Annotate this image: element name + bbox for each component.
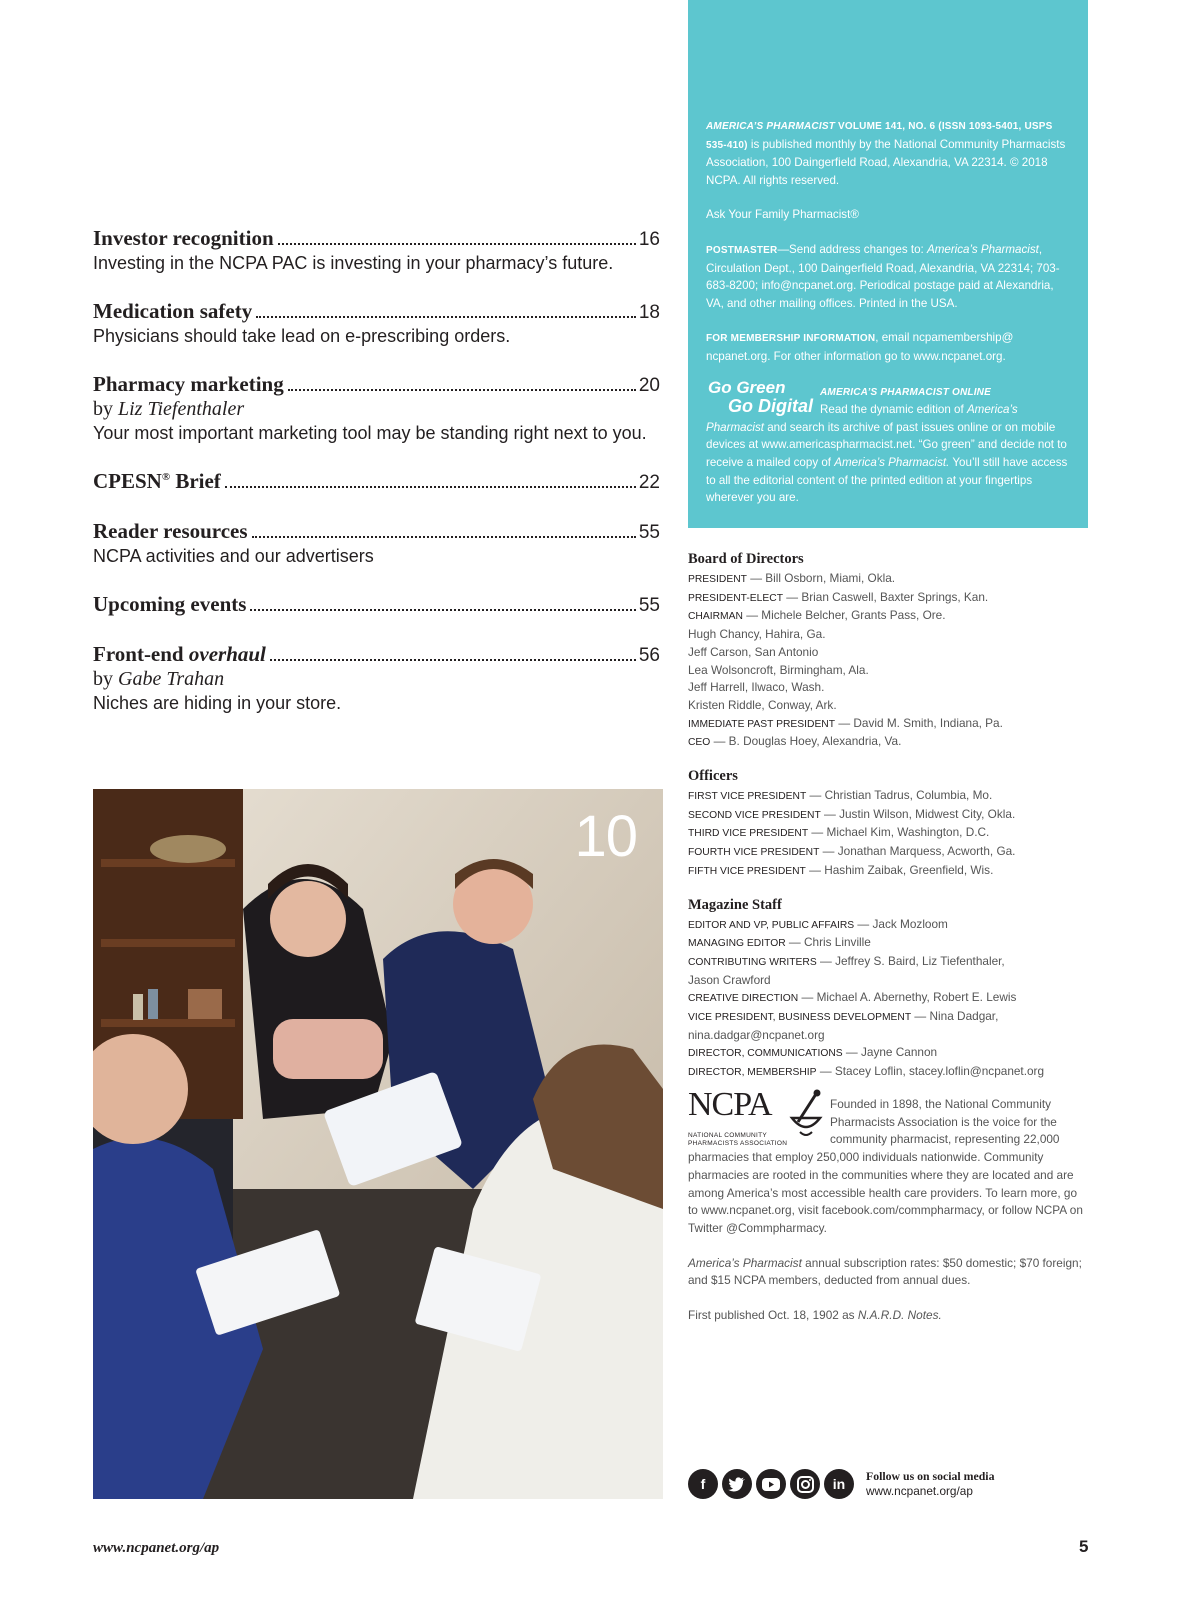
go-digital-text: Go Digital	[728, 395, 813, 416]
online-text: Read the dynamic edition of	[820, 403, 967, 417]
member-name: — Stacey Loflin, stacey.loflin@ncpanet.org	[816, 1064, 1045, 1079]
byline-prefix: by	[93, 668, 113, 690]
toc-entry[interactable]	[93, 226, 660, 274]
member-name: Jeff Carson, San Antonio	[688, 644, 819, 659]
member-name: — Justin Wilson, Midwest City, Okla.	[820, 806, 1016, 821]
staff-line	[688, 644, 1088, 662]
go-green-text: Go Green	[708, 377, 786, 397]
member-name: — B. Douglas Hoey, Alexandria, Va.	[710, 734, 902, 749]
member-name: — Hashim Zaibak, Greenfield, Wis.	[805, 862, 994, 877]
toc-description: Physicians should take lead on e-prescribing orders.	[93, 326, 511, 346]
postmaster-text: —Send address changes to:	[777, 242, 927, 256]
magazine-name: AMERICA’S PHARMACIST	[706, 121, 836, 132]
toc-title[interactable]	[93, 642, 266, 667]
staff-line	[688, 972, 1088, 990]
role-label: MANAGING EDITOR	[688, 938, 786, 950]
logo-subtitle	[688, 1132, 787, 1147]
magazine-name: America’s Pharmacist.	[834, 455, 950, 469]
staff-line	[688, 787, 1088, 806]
role-label: SECOND VICE PRESIDENT	[688, 809, 821, 821]
member-name: nina.dadgar@ncpanet.org	[688, 1027, 825, 1042]
membership-label: FOR MEMBERSHIP INFORMATION	[706, 333, 876, 345]
dot-leader	[278, 243, 636, 245]
staff-line	[688, 824, 1088, 843]
social-caption	[866, 1469, 994, 1499]
board-of-directors	[688, 551, 1088, 752]
staff-line	[688, 607, 1088, 626]
masthead	[688, 551, 1088, 1098]
dot-leader	[256, 316, 636, 318]
toc-entry[interactable]	[93, 299, 660, 347]
online-text: You’ll still have access to all the editorial content of the printed edition at your fingertips wherever you are.	[706, 455, 1068, 505]
toc-page-number: 16	[638, 229, 660, 250]
role-label: PRESIDENT-ELECT	[688, 592, 783, 604]
staff-line	[688, 679, 1088, 697]
social-url[interactable]: www.ncpanet.org/ap	[866, 1484, 973, 1498]
author-name: Liz Tiefenthaler	[118, 398, 245, 420]
twitter-icon[interactable]	[722, 1469, 752, 1499]
member-name: — Jeffrey S. Baird, Liz Tiefenthaler,	[816, 953, 1005, 968]
toc-description: NCPA activities and our advertisers	[93, 546, 374, 566]
magazine-staff	[688, 897, 1088, 1082]
youtube-icon[interactable]	[756, 1469, 786, 1499]
member-name: — Michael Kim, Washington, D.C.	[808, 825, 990, 840]
mortar-pestle-icon	[786, 1088, 826, 1144]
toc-entry[interactable]	[93, 642, 660, 714]
staff-line	[688, 733, 1088, 752]
author-name: Gabe Trahan	[118, 668, 225, 690]
toc-page-number: 18	[638, 302, 660, 323]
toc-entry[interactable]	[93, 469, 660, 494]
member-name: — Jonathan Marquess, Acworth, Ga.	[819, 844, 1016, 859]
instagram-icon[interactable]	[790, 1469, 820, 1499]
facebook-icon[interactable]: f	[688, 1469, 718, 1499]
toc-byline	[93, 398, 660, 421]
toc-entry[interactable]	[93, 372, 660, 444]
title-part-italic: overhaul	[188, 642, 266, 666]
staff-line	[688, 1044, 1088, 1063]
go-green-logo	[706, 379, 814, 419]
photo-illustration	[93, 789, 663, 1499]
staff-line	[688, 862, 1088, 881]
title-part: Front-end	[93, 642, 189, 666]
logo-subtitle-line: PHARMACISTS ASSOCIATION	[688, 1139, 788, 1147]
member-name: Jason Crawford	[688, 972, 771, 987]
toc-title[interactable]: Upcoming events	[93, 592, 247, 616]
section-heading: Officers	[688, 768, 738, 785]
dot-leader	[250, 609, 635, 611]
toc-title[interactable]: Reader resources	[93, 519, 248, 543]
toc-title[interactable]	[93, 469, 221, 494]
toc-title[interactable]: Pharmacy marketing	[93, 372, 284, 396]
member-name: — Brian Caswell, Baxter Springs, Kan.	[782, 589, 989, 604]
subscription-text: annual subscription rates: $50 domestic; $70 foreign; and $15 NCPA members, deducted from annual dues.	[688, 1255, 1082, 1288]
online-label: AMERICA’S PHARMACIST ONLINE	[820, 386, 991, 398]
toc-page-number: 56	[638, 645, 660, 666]
toc-description: Niches are hiding in your store.	[93, 693, 342, 713]
toc-page-number: 22	[638, 472, 660, 493]
online-text: and search its archive of past issues online or on mobile devices at www.americaspharmacist.net. “Go green” and decide not to receive a mailed copy of	[706, 420, 1067, 469]
staff-line	[688, 916, 1088, 935]
toc-page-number: 55	[638, 595, 660, 616]
role-label: CHAIRMAN	[688, 611, 743, 623]
staff-line	[688, 626, 1088, 644]
ncpa-about	[688, 1086, 1088, 1342]
staff-line	[688, 589, 1088, 608]
logo-wordmark: NCPA	[688, 1086, 772, 1123]
staff-line	[688, 989, 1088, 1008]
member-name: Lea Wolsoncroft, Birmingham, Ala.	[688, 662, 869, 677]
ask-pharmacist: Ask Your Family Pharmacist®	[706, 208, 859, 222]
role-label: FOURTH VICE PRESIDENT	[688, 847, 820, 859]
dot-leader	[270, 659, 636, 661]
staff-line	[688, 570, 1088, 589]
publication-info-box	[688, 0, 1088, 528]
member-name: — Chris Linville	[785, 935, 871, 950]
postmaster-info	[706, 241, 1070, 312]
staff-line	[688, 1063, 1088, 1082]
about-text: Founded in 1898, the National Community Pharmacists Association is the voice for the community pharmacist, representing 22,000 pharmacies that employ 250,000 individuals nationwide. Community pharmacies are rooted in the communities where they are located and are among America’s most accessible health care providers. To learn more, go to www.ncpanet.org, visit facebook.com/commpharmacy, or follow NCPA on Twitter @Commpharmacy.	[688, 1097, 1083, 1235]
membership-text: , email ncpamembership@ ncpanet.org. For other information go to www.ncpanet.org.	[706, 331, 1014, 363]
first-published	[688, 1307, 1088, 1325]
original-title: N.A.R.D. Notes.	[857, 1308, 942, 1323]
publication-text: is published monthly by the National Community Pharmacists Association, 100 Daingerfield Road, Alexandria, VA 22314. © 2018 NCPA. All rights reserved.	[706, 137, 1066, 187]
member-name: — Bill Osborn, Miami, Okla.	[746, 571, 896, 585]
photo-page-number: 10	[574, 804, 637, 869]
member-name: Jeff Harrell, Ilwaco, Wash.	[688, 680, 825, 695]
section-heading: Board of Directors	[688, 551, 804, 567]
title-part: CPESN	[93, 469, 162, 493]
toc-title[interactable]: Investor recognition	[93, 226, 274, 250]
toc-description: Your most important marketing tool may be standing right next to you.	[93, 423, 647, 443]
dot-leader	[252, 536, 636, 538]
role-label: THIRD VICE PRESIDENT	[688, 828, 809, 840]
toc-byline	[93, 668, 660, 691]
staff-line	[688, 1027, 1088, 1045]
membership-info	[706, 329, 1070, 365]
staff-line	[688, 953, 1088, 972]
first-published-text: First published Oct. 18, 1902 as	[688, 1308, 858, 1323]
staff-line	[688, 715, 1088, 734]
postmaster-label: POSTMASTER	[706, 244, 778, 256]
staff-line	[688, 806, 1088, 825]
registered-mark: ®	[161, 471, 171, 483]
online-info	[706, 377, 1070, 507]
postmaster-text: , Circulation Dept., 100 Daingerfield Road, Alexandria, VA 22314; 703-683-8200; info@ncpanet.org. Periodical postage paid at Alexandria, VA, and other mailing offices. Printed in the USA.	[706, 242, 1060, 310]
role-label: FIRST VICE PRESIDENT	[688, 791, 807, 803]
magazine-name: America’s Pharmacist	[706, 403, 1018, 434]
member-name: Kristen Riddle, Conway, Ark.	[688, 697, 837, 712]
footer-url[interactable]: www.ncpanet.org/ap	[93, 1540, 220, 1556]
officers	[688, 768, 1088, 881]
publication-statement	[706, 117, 1070, 189]
volume-info: VOLUME 141, NO. 6 (ISSN 1093-5401, USPS 535-410)	[706, 121, 1053, 151]
toc-page-number: 20	[638, 375, 660, 396]
table-of-contents	[93, 226, 660, 739]
role-label: IMMEDIATE PAST PRESIDENT	[688, 718, 836, 730]
role-label: VICE PRESIDENT, BUSINESS DEVELOPMENT	[688, 1012, 912, 1024]
role-label: CREATIVE DIRECTION	[688, 993, 799, 1005]
role-label: CONTRIBUTING WRITERS	[688, 956, 817, 968]
role-label: FIFTH VICE PRESIDENT	[688, 865, 806, 877]
member-name: — Nina Dadgar,	[911, 1009, 999, 1024]
member-name: Hugh Chancy, Hahira, Ga.	[688, 627, 826, 642]
staff-line	[688, 843, 1088, 862]
dot-leader	[288, 389, 636, 391]
staff-line	[688, 697, 1088, 715]
magazine-name: America’s Pharmacist	[926, 242, 1039, 256]
role-label: EDITOR AND VP, PUBLIC AFFAIRS	[688, 919, 855, 931]
staff-line	[688, 662, 1088, 680]
role-label: CEO	[688, 737, 711, 749]
toc-page-number: 55	[638, 522, 660, 543]
role-label: DIRECTOR, MEMBERSHIP	[688, 1067, 817, 1079]
toc-entry[interactable]	[93, 519, 660, 567]
meeting-photo	[93, 789, 663, 1499]
social-media-bar	[688, 1469, 994, 1499]
dot-leader	[225, 486, 636, 488]
staff-line	[688, 934, 1088, 953]
linkedin-icon[interactable]: in	[824, 1469, 854, 1499]
logo-subtitle-line: NATIONAL COMMUNITY	[688, 1132, 768, 1139]
magazine-name: America’s Pharmacist	[688, 1255, 802, 1270]
member-name: — Christian Tadrus, Columbia, Mo.	[806, 788, 993, 803]
toc-entry[interactable]	[93, 592, 660, 617]
member-name: — Jayne Cannon	[842, 1045, 938, 1060]
staff-line	[688, 1008, 1088, 1027]
subscription-rates	[688, 1255, 1088, 1290]
social-heading: Follow us on social media	[866, 1469, 995, 1483]
member-name: — Michael A. Abernethy, Robert E. Lewis	[798, 990, 1017, 1005]
toc-description: Investing in the NCPA PAC is investing in your pharmacy’s future.	[93, 253, 614, 273]
byline-prefix: by	[93, 398, 113, 420]
member-name: — David M. Smith, Indiana, Pa.	[835, 715, 1003, 730]
title-part: Brief	[170, 469, 221, 493]
role-label: PRESIDENT	[688, 574, 747, 585]
member-name: — Jack Mozloom	[854, 916, 948, 931]
page-number: 5	[1079, 1537, 1089, 1556]
toc-title[interactable]: Medication safety	[93, 299, 253, 323]
section-heading: Magazine Staff	[688, 896, 782, 913]
role-label: DIRECTOR, COMMUNICATIONS	[688, 1048, 843, 1060]
ncpa-logo	[688, 1086, 826, 1147]
member-name: — Michele Belcher, Grants Pass, Ore.	[742, 608, 946, 623]
